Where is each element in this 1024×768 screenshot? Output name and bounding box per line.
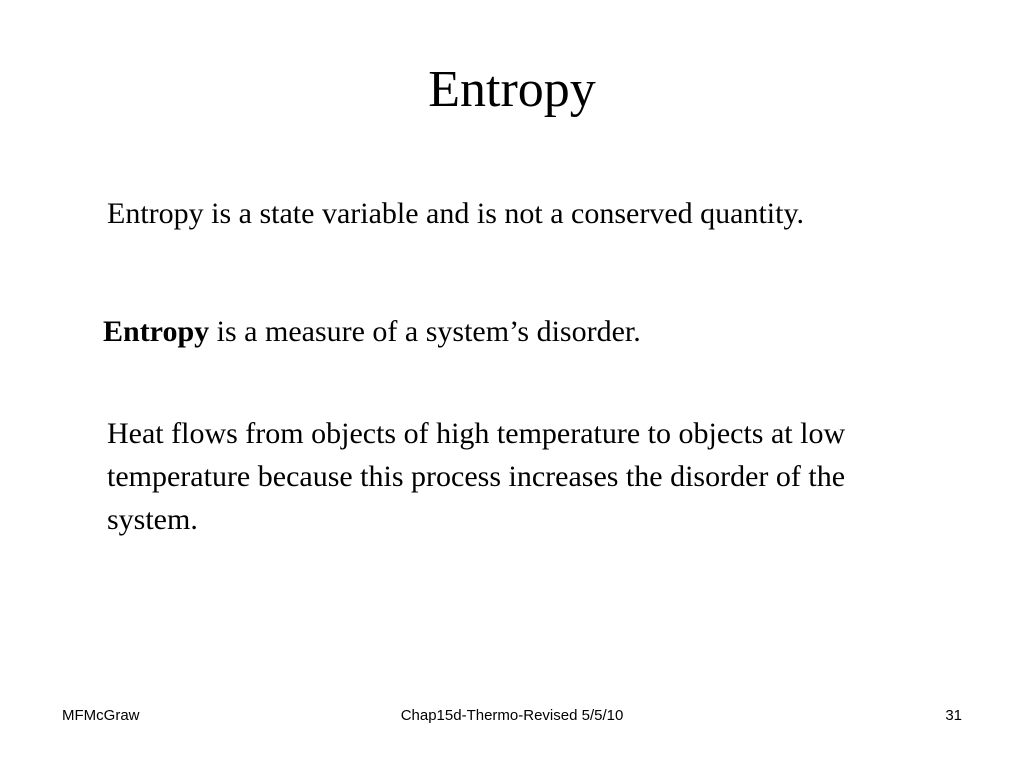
paragraph-heat-flow: Heat flows from objects of high temperature to objects at low temperature because this process increases the disorder of the system. xyxy=(107,417,846,536)
footer-page-number: 31 xyxy=(945,707,962,724)
paragraph-disorder-text: is a measure of a system’s disorder. xyxy=(209,315,641,348)
footer-chapter: Chap15d-Thermo-Revised 5/5/10 xyxy=(400,707,624,724)
paragraph-disorder-measure xyxy=(103,310,903,353)
slide-title: Entropy xyxy=(428,61,596,118)
paragraph-state-variable: Entropy is a state variable and is not a conserved quantity. xyxy=(107,197,805,230)
footer-author: MFMcGraw xyxy=(62,707,140,724)
bold-term-entropy: Entropy xyxy=(103,315,210,348)
